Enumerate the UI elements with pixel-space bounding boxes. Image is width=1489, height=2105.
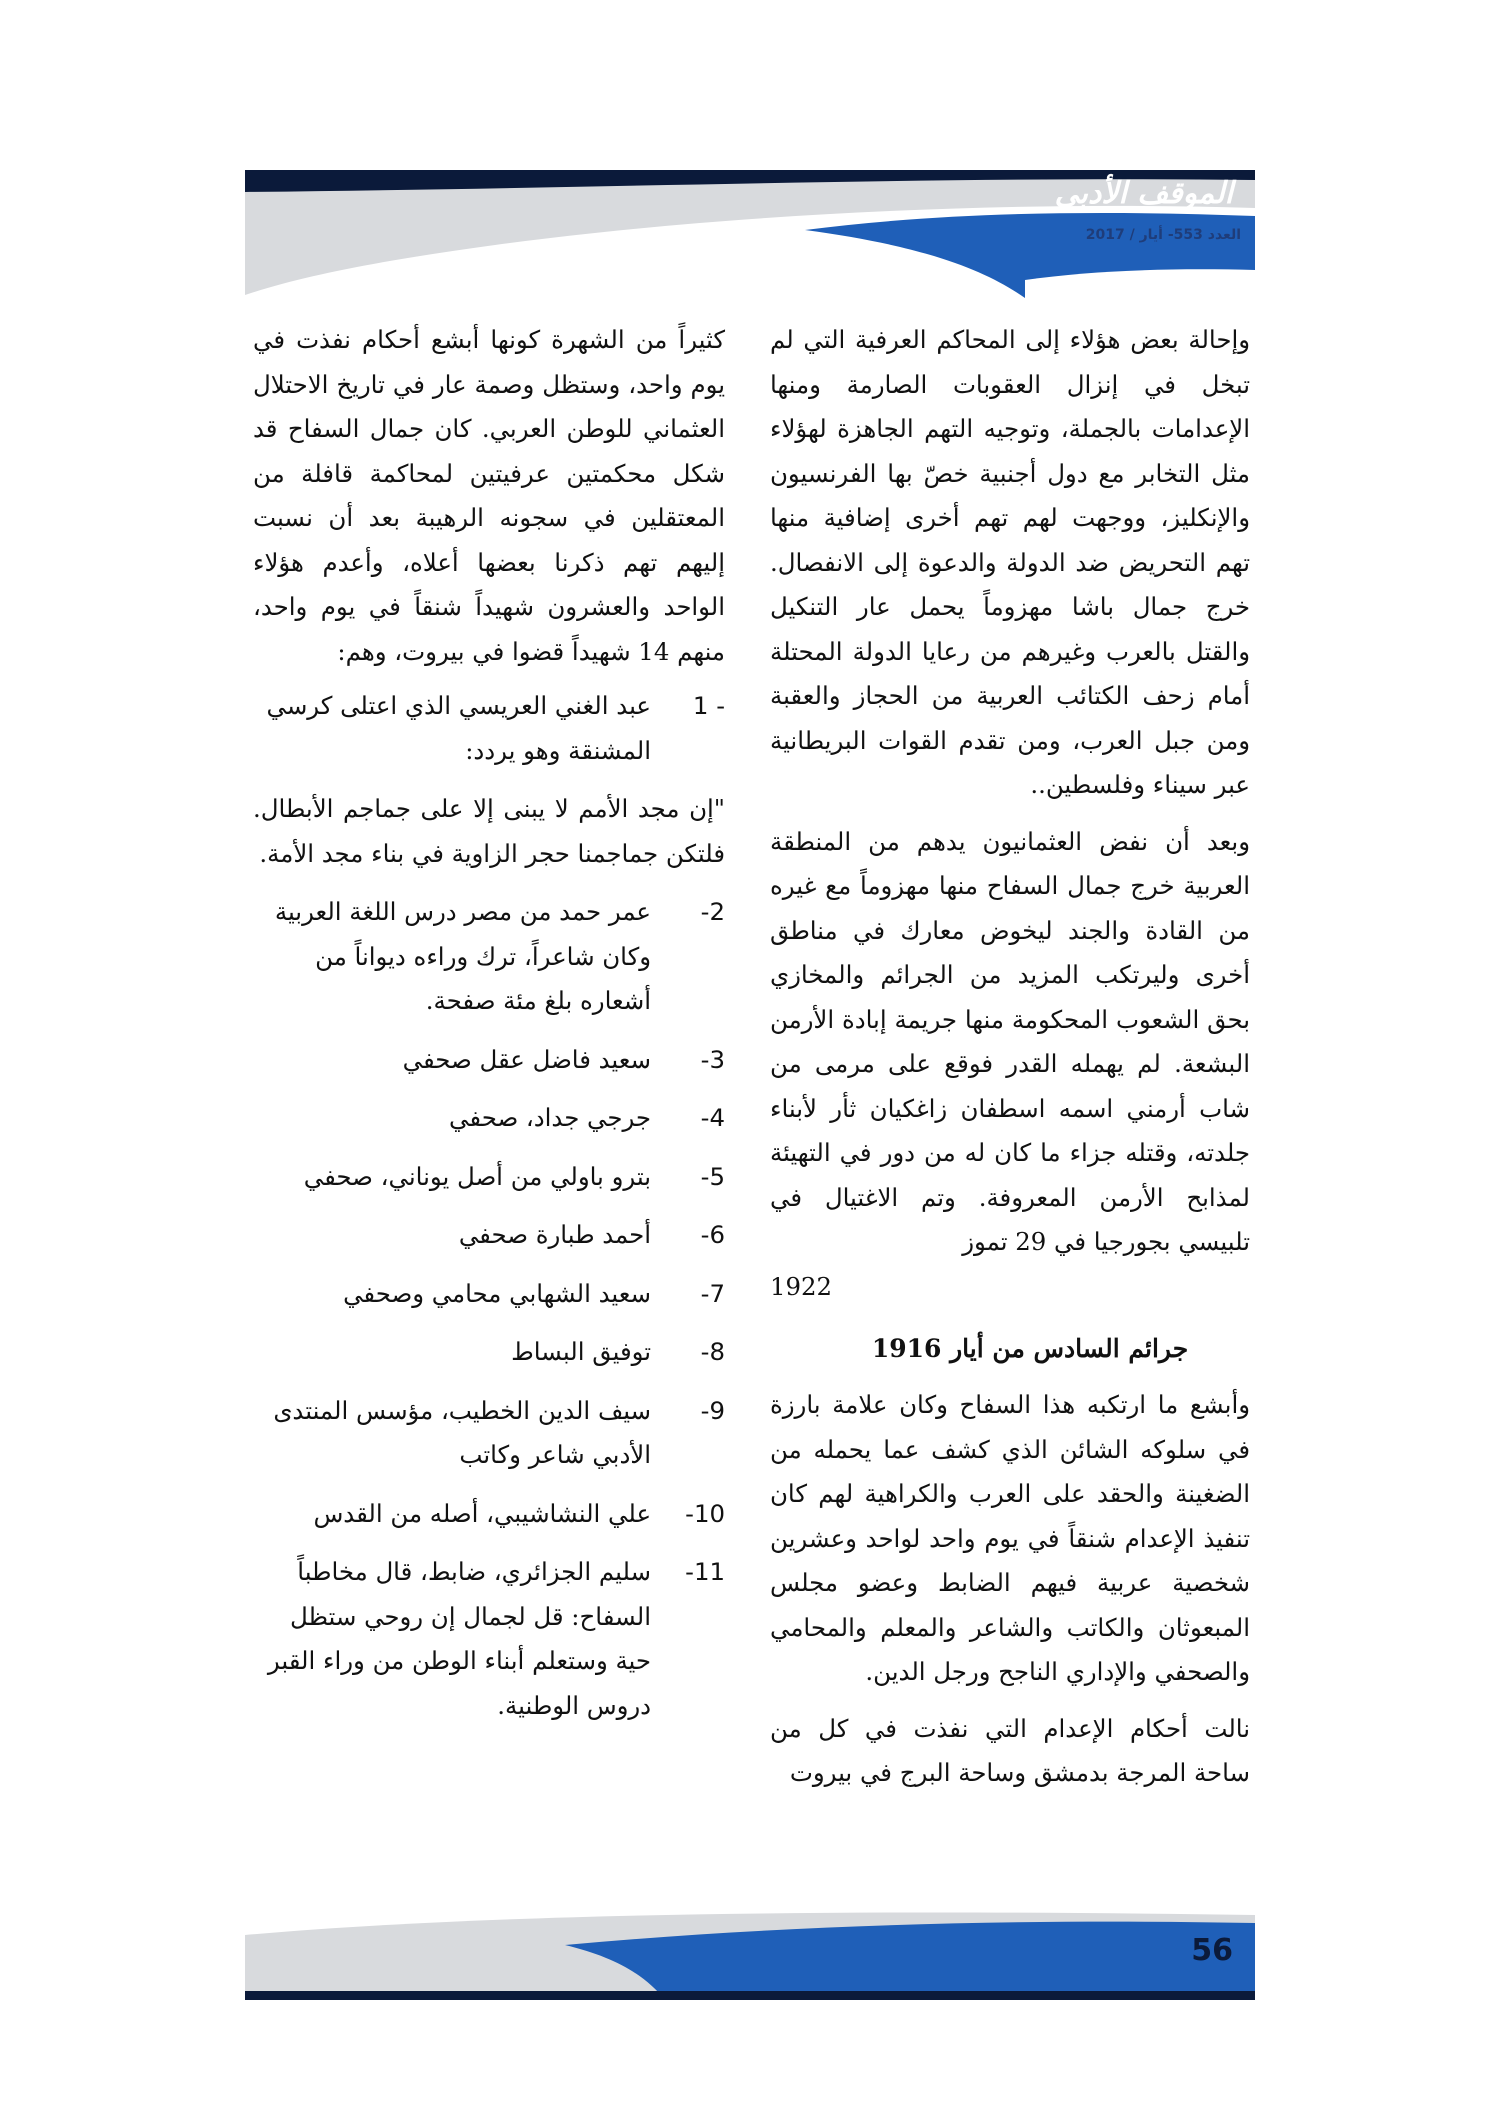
paragraph: وبعد أن نفض العثمانيون يدهم من المنطقة العربية خرج جمال السفاح منها مهزوماً مع غيره من القادة والجند ليخوض معارك في مناطق أخرى وليرتكب المزيد من الجرائم والمخازي بحق الشعوب المحكومة منها جريمة إبادة الأرمن البشعة. لم يهمله القدر فوقع على مرمى من شاب أرمني اسمه اسطفان زاغكيان ثأر لأبناء جلدته، وقتله جزاء ما كان له من دور في التهيئة لمذابح الأرمن المعروفة. وتم الاغتيال في تلبيسي بجورجيا في 29 تموز — [770, 826, 1250, 1256]
list-number: -3 — [700, 1044, 725, 1074]
magazine-logo: الموقف الأدبي — [1054, 176, 1233, 211]
list-item — [253, 684, 725, 773]
list-item — [253, 1038, 725, 1083]
footer-swoosh-graphic — [245, 1905, 1255, 2000]
list-item — [253, 1096, 725, 1141]
list-text: عمر حمد من مصر درس اللغة العربية وكان شاعراً، ترك وراءه ديواناً من أشعاره بلغ مئة صفحة. — [274, 897, 651, 1015]
list-text: سعيد فاضل عقل صحفي — [402, 1044, 651, 1074]
list-item — [253, 890, 725, 1024]
list-number: -2 — [700, 897, 725, 926]
section-heading: جرائم السادس من أيار 1916 — [871, 1334, 1189, 1363]
left-column — [253, 318, 725, 1742]
list-item-quote — [253, 787, 725, 876]
right-column — [770, 318, 1250, 1796]
year-line: 1922 — [770, 1271, 833, 1301]
list-number: -6 — [700, 1220, 725, 1249]
list-text: سيف الدين الخطيب، مؤسس المنتدى الأدبي شاعر وكاتب — [273, 1395, 651, 1469]
list-text: سليم الجزائري، ضابط، قال مخاطباً السفاح: قل لجمال إن روحي ستظل حية وستعلم أبناء الوطن من وراء القبر دروس الوطنية. — [267, 1557, 651, 1720]
list-item — [253, 1155, 725, 1200]
list-text: أحمد طبارة صحفي — [458, 1220, 651, 1249]
issue-line: العدد 553- أيار / 2017 — [1085, 227, 1241, 243]
list-item — [253, 1272, 725, 1317]
list-number: -9 — [700, 1395, 725, 1425]
list-text: عبد الغني العريسي الذي اعتلى كرسي المشنقة وهو يردد: — [266, 691, 651, 765]
page-header — [245, 170, 1255, 300]
list-text: علي النشاشيبي، أصله من القدس — [313, 1498, 651, 1528]
list-item — [253, 1550, 725, 1728]
martyrs-list — [253, 684, 725, 1728]
list-item — [253, 1492, 725, 1537]
page-footer — [245, 1905, 1255, 2000]
list-number: 1 - — [692, 691, 725, 720]
list-text: جرجي جداد، صحفي — [449, 1103, 651, 1132]
page-number: 56 — [1191, 1933, 1233, 1968]
paragraph: نالت أحكام الإعدام التي نفذت في كل من ساحة المرجة بدمشق وساحة البرج في بيروت — [770, 1713, 1250, 1787]
list-number: -4 — [700, 1103, 725, 1132]
list-text: بترو باولي من أصل يوناني، صحفي — [303, 1161, 651, 1191]
list-number: -11 — [685, 1557, 725, 1586]
list-item — [253, 1213, 725, 1258]
list-text: توفيق البساط — [511, 1337, 651, 1366]
list-number: -5 — [700, 1161, 725, 1191]
paragraph: وأبشع ما ارتكبه هذا السفاح وكان علامة بارزة في سلوكه الشائن الذي كشف عما يحمله من الضغينة والحقد على العرب والكراهية لهم كان تنفيذ الإعدام شنقاً في يوم واحد لواحد وعشرين شخصية عربية فيهم الضابط وعضو مجلس المبعوثان والكاتب والشاعر والمعلم والمحامي والصحفي والإداري الناجح ورجل الدين. — [770, 1390, 1250, 1686]
paragraph: وإحالة بعض هؤلاء إلى المحاكم العرفية التي لم تبخل في إنزال العقوبات الصارمة ومنها الإعدامات بالجملة، وتوجيه التهم الجاهزة لهؤلاء مثل التخابر مع دول أجنبية خصّ بها الفرنسيون والإنكليز، ووجهت لهم تهم أخرى إضافية منها تهم التحريض ضد الدولة والدعوة إلى الانفصال. خرج جمال باشا مهزوماً يحمل عار التنكيل والقتل بالعرب وغيرهم من رعايا الدولة المحتلة أمام زحف الكتائب العربية من الحجاز والعقبة ومن جبل العرب، ومن تقدم القوات البريطانية عبر سيناء وفلسطين.. — [770, 325, 1250, 799]
list-number: -7 — [700, 1278, 725, 1308]
quote-text: "إن مجد الأمم لا يبنى إلا على جماجم الأبطال. فلتكن جماجمنا حجر الزاوية في بناء مجد الأمة. — [253, 794, 725, 868]
list-item — [253, 1389, 725, 1478]
list-text: سعيد الشهابي محامي وصحفي — [343, 1278, 651, 1308]
list-number: -8 — [700, 1337, 725, 1366]
paragraph: كثيراً من الشهرة كونها أبشع أحكام نفذت في يوم واحد، وستظل وصمة عار في تاريخ الاحتلال العثماني للوطن العربي. كان جمال السفاح قد شكل محكمتين عرفيتين لمحاكمة قافلة من المعتقلين في سجونه الرهيبة بعد أن نسبت إليهم تهم ذكرنا بعضها أعلاه، وأعدم هؤلاء الواحد والعشرون شهيداً شنقاً في يوم واحد، منهم 14 شهيداً قضوا في بيروت، وهم: — [253, 325, 725, 666]
list-number: -10 — [685, 1498, 725, 1528]
list-item — [253, 1330, 725, 1375]
